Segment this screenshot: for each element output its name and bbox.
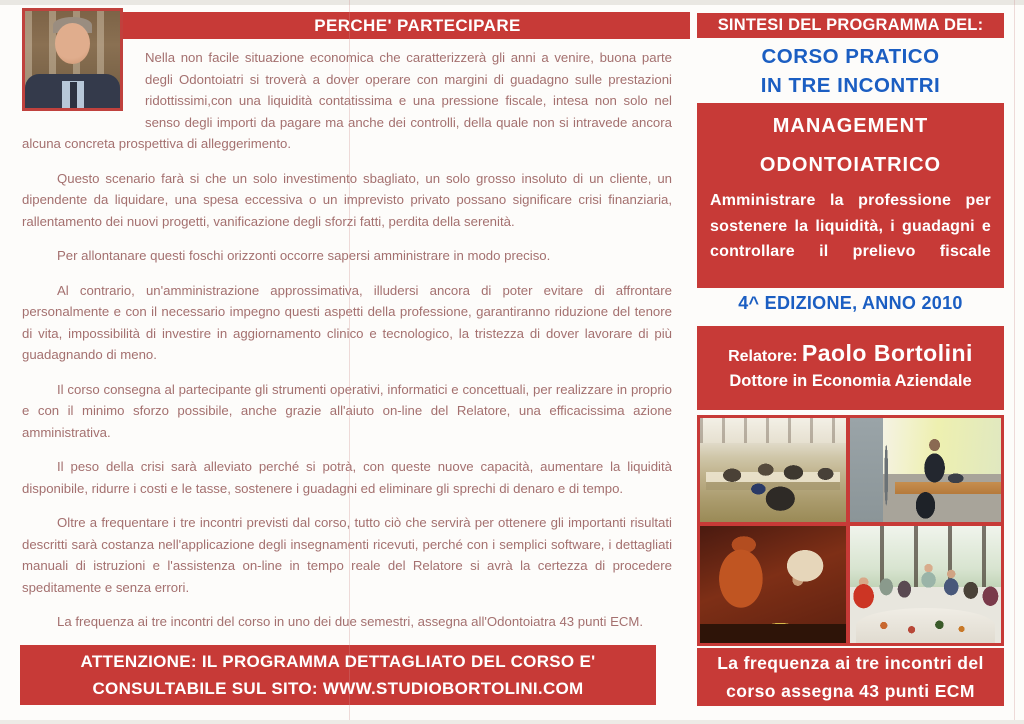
photo-lunch-table <box>856 608 995 643</box>
speaker-degree: Dottore in Economia Aziendale <box>729 372 972 390</box>
ecm-points-banner <box>697 648 1004 706</box>
portrait-tie <box>70 82 77 108</box>
left-body-text <box>0 47 690 633</box>
right-panel <box>697 0 1004 724</box>
speaker-portrait-photo <box>22 8 123 111</box>
paragraph: Il peso della crisi sarà alleviato perché si potrà, con queste nuove capacità, aumentare la liquidità disponibile, ridurre i costi e le tasse, sostenere i guadagni ed eliminare gli sprechi di denaro e di tempo. <box>22 459 672 496</box>
management-box <box>697 103 1004 288</box>
ecm-line-2: corso assegna 43 punti ECM <box>726 681 975 701</box>
photo-presenter <box>850 418 1001 522</box>
paragraph: La frequenza ai tre incontri del corso in uno dei due semestri, assegna all'Odontoiatra 43 punti ECM. <box>57 614 644 629</box>
presenter-photo <box>850 418 1001 522</box>
speaker-line <box>697 340 1004 367</box>
course-title-line-2: IN TRE INCONTRI <box>760 74 941 97</box>
attention-line-1: ATTENZIONE: IL PROGRAMMA DETTAGLIATO DEL CORSO E' <box>80 652 596 671</box>
fold-crease <box>349 0 350 724</box>
speaker-name: Paolo Bortolini <box>801 340 973 366</box>
paragraph: Al contrario, un'amministrazione approssimativa, illudersi ancora di poter evitare di affrontare personalmente e con il necessario impegno questi aspetti della professione, garantiranno riduzione del tenore di vita, impossibilità di investire in aggiornamento clinico e tecnologico, la tristezza di dover lavorare di più guadagnando di meno. <box>22 282 672 362</box>
photo-painting-table <box>700 624 846 643</box>
speaker-box <box>697 326 1004 410</box>
photo-ceiling <box>700 418 846 443</box>
group-lunch-photo <box>850 526 1001 643</box>
course-title-line-1: CORSO PRATICO <box>761 45 940 68</box>
management-title-line-1: MANAGEMENT <box>772 115 929 137</box>
management-title-line-2: ODONTOIATRICO <box>759 154 942 176</box>
attention-banner <box>20 645 656 705</box>
left-header-banner: PERCHE' PARTECIPARE <box>123 12 690 39</box>
paragraph: Oltre a frequentare i tre incontri previsti dal corso, tutto ciò che servirà per ottenere gli importanti risultati descritti sarà costanza nell'applicazione degli insegnamenti ricevuti, perché con i semplici software, i dettagliati manuali di istruzioni e l'assistenza on-line in tempo reale del Relatore si avrà la certezza di procedere speditamente e senza errori. <box>22 515 672 595</box>
program-summary-banner: SINTESI DEL PROGRAMMA DEL: <box>697 13 1004 38</box>
scan-edge-right <box>1014 0 1015 724</box>
seminar-room-photo <box>700 418 846 522</box>
speaker-label: Relatore: <box>728 348 802 365</box>
course-title <box>697 42 1004 100</box>
paragraph: Il corso consegna al partecipante gli strumenti operativi, informatici e concettuali, per realizzare in proprio e con il minimo sforzo possibile, anche grazie all'aiuto on-line del Relatore, una efficacissima azione amministrativa. <box>22 381 672 440</box>
ecm-line-1: La frequenza ai tre incontri del <box>717 653 984 673</box>
photo-people <box>700 449 846 518</box>
edition-text: 4^ EDIZIONE, ANNO 2010 <box>738 293 963 313</box>
portrait-face <box>55 23 90 64</box>
attention-line-2: CONSULTABILE SUL SITO: WWW.STUDIOBORTOLINI.COM <box>92 679 584 698</box>
paragraph: Nella non facile situazione economica che caratterizzerà gli anni a venire, buona parte degli Odontoiatri si troverà a dover operare con margini di guadagno sulle prestazioni ridottissimi,con una liquidità contatissima e una pressione fiscale, intesa non solo nel senso degli importi da pagare ma anche dei controlli, della quale non si intravede ancora alcuna concreta prospettiva di alleggerimento. <box>22 50 672 151</box>
paragraph: Per allontanare questi foschi orizzonti occorre sapersi amministrare in modo preciso. <box>57 248 551 263</box>
painting-photo <box>700 526 846 643</box>
paragraph: Questo scenario farà si che un solo investimento sbagliato, un solo grosso insoluto di un cliente, un dipendente da liquidare, una spesa eccessiva o un imprevisto privato possano significare crisi finanziaria, rallentamento dei nuovi progetti, vanificazione degli sforzi fatti, perdita della serenità. <box>22 170 672 229</box>
scan-edge-bottom <box>0 720 1024 724</box>
photo-grid <box>697 415 1004 646</box>
management-subtitle: Amministrare la professione per sostenere la liquidità, i guadagni e controllare il prelievo fiscale <box>710 192 991 260</box>
